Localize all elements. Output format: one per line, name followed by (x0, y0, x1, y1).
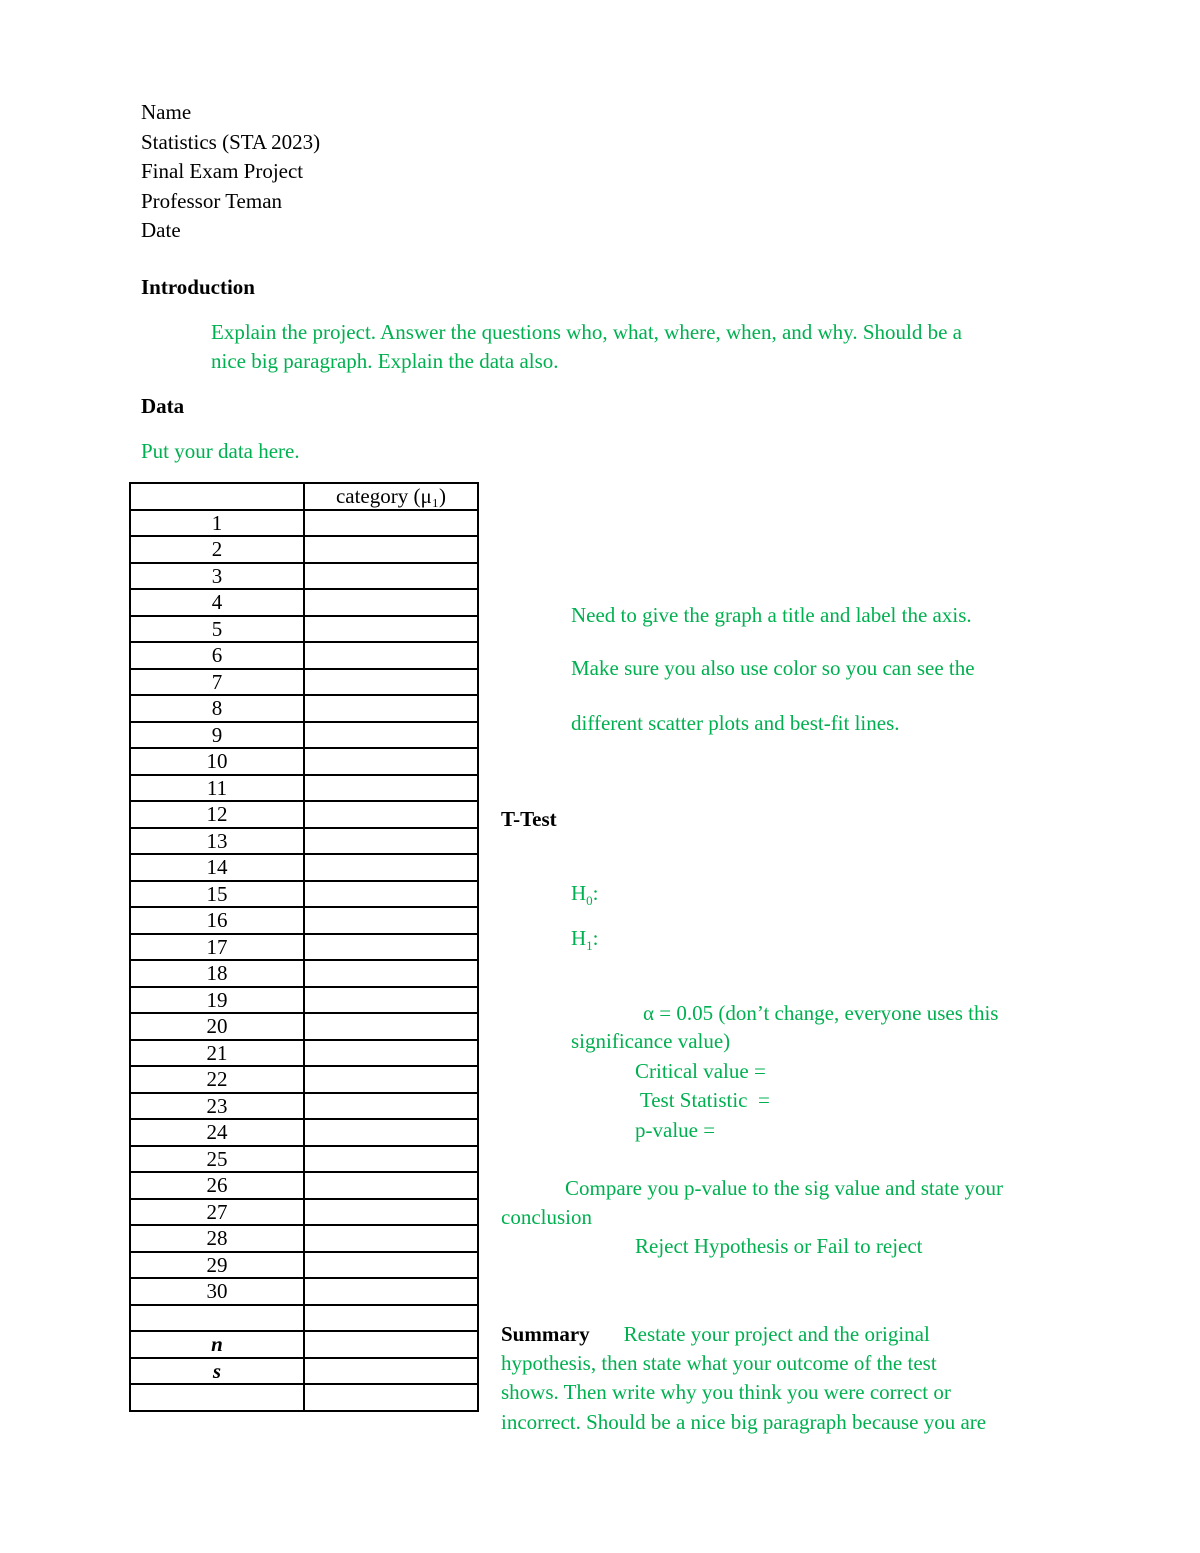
compare-line-2: conclusion (501, 1205, 592, 1229)
table-row (130, 563, 478, 590)
summary-text-line-1: Restate your project and the original (623, 1322, 930, 1346)
data-value-cell (304, 775, 478, 802)
stat-row (130, 1305, 478, 1332)
data-value-cell (304, 881, 478, 908)
row-label-cell: 26 (130, 1172, 304, 1199)
table-row (130, 589, 478, 616)
row-label-cell: 11 (130, 775, 304, 802)
data-value-cell (304, 510, 478, 537)
data-value-cell (304, 1040, 478, 1067)
data-value-cell (304, 1331, 478, 1358)
alternative-hypothesis-symbol: H (571, 926, 587, 950)
row-label-cell: s (130, 1358, 304, 1385)
document-header (141, 98, 320, 246)
row-label-cell: 15 (130, 881, 304, 908)
row-label-cell: 17 (130, 934, 304, 961)
stat-row (130, 1358, 478, 1385)
data-value-cell (304, 748, 478, 775)
row-label-cell (130, 1305, 304, 1332)
introduction-text-line-2: nice big paragraph. Explain the data also. (211, 349, 559, 373)
graph-note-line-2: Make sure you also use color so you can see the (571, 656, 975, 680)
table-row (130, 1119, 478, 1146)
data-value-cell (304, 1358, 478, 1385)
table-row (130, 669, 478, 696)
data-value-cell (304, 1066, 478, 1093)
data-value-cell (304, 801, 478, 828)
data-value-cell (304, 1172, 478, 1199)
data-value-cell (304, 695, 478, 722)
project-title: Final Exam Project (141, 159, 304, 183)
row-label-cell: 10 (130, 748, 304, 775)
table-row (130, 1252, 478, 1279)
table-row (130, 801, 478, 828)
data-value-cell (304, 934, 478, 961)
null-hypothesis-symbol: H (571, 881, 587, 905)
table-row (130, 1040, 478, 1067)
table-row (130, 881, 478, 908)
row-label-cell: 1 (130, 510, 304, 537)
data-value-cell (304, 616, 478, 643)
null-hypothesis-colon: : (592, 881, 599, 905)
data-value-cell (304, 642, 478, 669)
data-value-cell (304, 1384, 478, 1411)
table-row (130, 1146, 478, 1173)
table-row (130, 510, 478, 537)
row-label-cell: 24 (130, 1119, 304, 1146)
row-label-cell: 5 (130, 616, 304, 643)
data-value-cell (304, 907, 478, 934)
stat-row (130, 1384, 478, 1411)
data-value-cell (304, 1225, 478, 1252)
table-row (130, 1225, 478, 1252)
summary-line-1 (501, 1320, 930, 1350)
table-row (130, 642, 478, 669)
stat-row (130, 1331, 478, 1358)
data-value-cell (304, 987, 478, 1014)
table-row (130, 695, 478, 722)
test-statistic: Test Statistic = (635, 1088, 770, 1112)
table-row (130, 960, 478, 987)
data-value-cell (304, 722, 478, 749)
introduction-text-line-1: Explain the project. Answer the questions who, what, where, when, and why. Should be a (211, 320, 962, 344)
table-row (130, 722, 478, 749)
row-label-cell: 4 (130, 589, 304, 616)
row-label-cell: 25 (130, 1146, 304, 1173)
student-name: Name (141, 100, 192, 124)
row-label-cell: 14 (130, 854, 304, 881)
row-label-cell: 2 (130, 536, 304, 563)
table-row (130, 987, 478, 1014)
alternative-hypothesis-colon: : (592, 926, 599, 950)
data-heading: Data (141, 394, 185, 418)
row-label-cell (130, 1384, 304, 1411)
data-value-cell (304, 1093, 478, 1120)
table-row (130, 1093, 478, 1120)
reject-instruction: Reject Hypothesis or Fail to reject (635, 1234, 923, 1258)
table-row (130, 828, 478, 855)
data-value-cell (304, 854, 478, 881)
graph-note-line-3: different scatter plots and best-fit lines. (571, 711, 900, 735)
data-value-cell (304, 669, 478, 696)
row-label-cell: 20 (130, 1013, 304, 1040)
table-row (130, 1199, 478, 1226)
summary-text-line-3: shows. Then write why you think you were correct or (501, 1380, 951, 1404)
null-hypothesis-subscript: 0 (586, 893, 593, 909)
critical-value: Critical value = (635, 1059, 766, 1083)
data-value-cell (304, 828, 478, 855)
row-label-cell: 16 (130, 907, 304, 934)
row-label-cell: 28 (130, 1225, 304, 1252)
date-label: Date (141, 218, 181, 242)
row-label-cell: 7 (130, 669, 304, 696)
table-row (130, 1066, 478, 1093)
row-label-cell: 30 (130, 1278, 304, 1305)
summary-text-line-2: hypothesis, then state what your outcome of the test (501, 1351, 937, 1375)
summary-text-line-4: incorrect. Should be a nice big paragraph because you are (501, 1410, 987, 1434)
row-label-cell: 13 (130, 828, 304, 855)
data-value-cell (304, 589, 478, 616)
row-label-cell: 8 (130, 695, 304, 722)
table-row (130, 536, 478, 563)
row-label-cell: 12 (130, 801, 304, 828)
data-value-cell (304, 960, 478, 987)
p-value: p-value = (635, 1118, 716, 1142)
table-row (130, 775, 478, 802)
alternative-hypothesis (571, 924, 599, 961)
null-hypothesis (571, 879, 599, 916)
graph-note-line-1: Need to give the graph a title and label the axis. (571, 603, 972, 627)
data-instruction: Put your data here. (141, 439, 300, 463)
table-row (130, 616, 478, 643)
header-empty-cell (130, 483, 304, 510)
data-value-cell (304, 1252, 478, 1279)
data-value-cell (304, 536, 478, 563)
data-value-cell (304, 1199, 478, 1226)
course-title: Statistics (STA 2023) (141, 129, 321, 154)
alpha-line-continued: significance value) (571, 1029, 731, 1053)
data-table (129, 482, 479, 1412)
data-value-cell (304, 1013, 478, 1040)
table-row (130, 854, 478, 881)
data-value-cell (304, 1146, 478, 1173)
row-label-cell: n (130, 1331, 304, 1358)
column-header-cell: category (μ₁) (304, 483, 478, 510)
compare-line-1: Compare you p-value to the sig value and state your (565, 1176, 1003, 1200)
row-label-cell: 18 (130, 960, 304, 987)
table-row (130, 1278, 478, 1305)
row-label-cell: 3 (130, 563, 304, 590)
alpha-line: α = 0.05 (don’t change, everyone uses this (643, 1001, 999, 1025)
table-row (130, 1013, 478, 1040)
table-row (130, 748, 478, 775)
alternative-hypothesis-subscript: 1 (586, 938, 593, 954)
data-value-cell (304, 1305, 478, 1332)
row-label-cell: 19 (130, 987, 304, 1014)
table-row (130, 934, 478, 961)
table-header-row (130, 483, 478, 510)
row-label-cell: 6 (130, 642, 304, 669)
row-label-cell: 29 (130, 1252, 304, 1279)
data-value-cell (304, 1278, 478, 1305)
row-label-cell: 27 (130, 1199, 304, 1226)
data-value-cell (304, 563, 478, 590)
row-label-cell: 22 (130, 1066, 304, 1093)
introduction-heading: Introduction (141, 275, 255, 299)
data-value-cell (304, 1119, 478, 1146)
professor-name: Professor Teman (141, 188, 283, 213)
row-label-cell: 23 (130, 1093, 304, 1120)
row-label-cell: 21 (130, 1040, 304, 1067)
table-row (130, 1172, 478, 1199)
ttest-heading: T-Test (501, 807, 557, 831)
summary-heading: Summary (501, 1322, 590, 1346)
row-label-cell: 9 (130, 722, 304, 749)
table-row (130, 907, 478, 934)
